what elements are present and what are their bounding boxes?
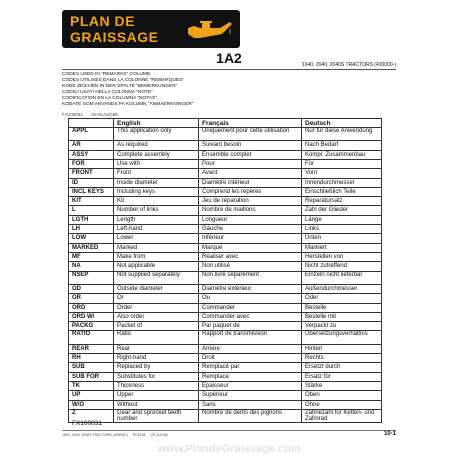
legend-reference: [62, 112, 118, 117]
english-cell: Rear: [114, 344, 199, 353]
german-cell: Nach Bedarf: [302, 141, 382, 150]
german-cell: Rechts: [302, 354, 382, 363]
page-number: 10-1: [383, 431, 396, 437]
french-cell: Nombre de dents des pignons: [199, 409, 302, 422]
code-line: KODATE SOM ANVANDS PA KOLUMN "ANMAERKNINGER": [62, 102, 194, 107]
english-cell: Right-hand: [114, 354, 199, 363]
code-cell: AR: [69, 141, 114, 150]
english-cell: Upper: [114, 391, 199, 400]
table-row: [69, 409, 382, 422]
logo-line-2: GRAISSAGE: [70, 29, 159, 45]
table-row: [69, 197, 382, 206]
table-row: [69, 128, 382, 141]
table-row: [69, 187, 382, 196]
french-cell: Commander avec: [199, 312, 302, 321]
french-cell: Uniquement pour cette utilisation: [199, 128, 302, 141]
table-row: [69, 294, 382, 303]
english-cell: Marked: [114, 243, 199, 252]
code-cell: PACKG: [69, 322, 114, 331]
table-row: [69, 271, 382, 284]
code-cell: FOR: [69, 159, 114, 168]
german-cell: Zahl der Glieder: [302, 206, 382, 215]
french-cell: Non utilisé: [199, 262, 302, 271]
table-row: [69, 234, 382, 243]
german-cell: Unten: [302, 234, 382, 243]
code-cell: NA: [69, 262, 114, 271]
table-row: [69, 159, 382, 168]
table-row: [69, 322, 382, 331]
german-cell: Ohne: [302, 400, 382, 409]
french-cell: Diamètre extérieur: [199, 284, 302, 293]
french-cell: Comprend les repères: [199, 187, 302, 196]
code-cell: OR: [69, 294, 114, 303]
german-cell: Markiert: [302, 243, 382, 252]
code-cell: L: [69, 206, 114, 215]
table-row: [69, 215, 382, 224]
code-cell: RATIO: [69, 331, 114, 344]
french-cell: Arrière: [199, 344, 302, 353]
code-cell: LOW: [69, 234, 114, 243]
french-cell: Rapport de transmission: [199, 331, 302, 344]
french-cell: Réaliser avec: [199, 252, 302, 261]
german-cell: Nicht zutreffend: [302, 262, 382, 271]
german-cell: Kompl. Zusammenbau: [302, 150, 382, 159]
table-body: [69, 128, 382, 423]
french-cell: Suivant besoin: [199, 141, 302, 150]
table-row: [69, 178, 382, 187]
french-cell: Nombre de maillons: [199, 206, 302, 215]
reference-code: FX100031: [62, 112, 83, 117]
table-row: [69, 243, 382, 252]
english-cell: Use with: [114, 159, 199, 168]
code-cell: ASSY: [69, 150, 114, 159]
french-cell: Diamètre intérieur: [199, 178, 302, 187]
oil-can-icon: [180, 16, 234, 44]
english-cell: Ratio: [114, 331, 199, 344]
english-cell: Lower: [114, 234, 199, 243]
french-cell: Commander: [199, 303, 302, 312]
footer-code: PC5134: [132, 433, 146, 437]
code-cell: MF: [69, 252, 114, 261]
french-cell: Epaisseur: [199, 382, 302, 391]
codes-table: [68, 118, 382, 423]
english-cell: Length: [114, 215, 199, 224]
german-cell: Reparatursatz: [302, 197, 382, 206]
german-cell: Zähnezahl für Ketten- und Zahnrad: [302, 409, 382, 422]
code-line: CODES USED IN "REMARKS" COLUMN: [62, 72, 151, 77]
table-row: [69, 206, 382, 215]
english-cell: Outside diameter: [114, 284, 199, 293]
english-cell: Including keys: [114, 187, 199, 196]
code-cell: MARKED: [69, 243, 114, 252]
code-cell: LGTH: [69, 215, 114, 224]
english-cell: As required: [114, 141, 199, 150]
english-cell: Thickness: [114, 382, 199, 391]
code-cell: LH: [69, 225, 114, 234]
code-cell: SUB: [69, 363, 114, 372]
german-cell: Hinten: [302, 344, 382, 353]
english-cell: Order: [114, 303, 199, 312]
french-cell: Avant: [199, 169, 302, 178]
table-row: [69, 382, 382, 391]
table-row: [69, 169, 382, 178]
table-row: [69, 354, 382, 363]
french-cell: Pour: [199, 159, 302, 168]
english-cell: Packet of: [114, 322, 199, 331]
english-cell: Replaced by: [114, 363, 199, 372]
table-row: [69, 312, 382, 321]
english-cell: Without: [114, 400, 199, 409]
french-cell: Supérieur: [199, 391, 302, 400]
code-cell: APPL: [69, 128, 114, 141]
code-cell: KIT: [69, 197, 114, 206]
logo-line-1: PLAN DE: [70, 13, 135, 29]
german-cell: Ersatz für: [302, 372, 382, 381]
section-title: 1A2: [216, 50, 242, 66]
french-cell: Remplacé par: [199, 363, 302, 372]
table-row: [69, 150, 382, 159]
french-cell: Par paquet de: [199, 322, 302, 331]
table-row: [69, 331, 382, 344]
german-cell: Außendurchmesser: [302, 284, 382, 293]
table-row: [69, 344, 382, 353]
english-cell: Inside diameter: [114, 178, 199, 187]
english-cell: Also order: [114, 312, 199, 321]
french-cell: Sans: [199, 400, 302, 409]
table-row: [69, 372, 382, 381]
header-code: [69, 119, 114, 128]
english-cell: Complete assembly: [114, 150, 199, 159]
german-cell: Einzeln nicht lieferbar: [302, 271, 382, 284]
french-cell: Remplace: [199, 372, 302, 381]
english-cell: This application only: [114, 128, 199, 141]
table-row: [69, 400, 382, 409]
code-cell: FRONT: [69, 169, 114, 178]
footer-date: (27-JUL96): [150, 433, 168, 437]
english-cell: Front: [114, 169, 199, 178]
german-cell: Einschließlich Teile: [302, 187, 382, 196]
english-cell: Or: [114, 294, 199, 303]
english-cell: Gear and sprocket teeth number: [114, 409, 199, 422]
plan-de-graissage-logo: [62, 10, 240, 48]
code-cell: TK: [69, 382, 114, 391]
footer-divider: [62, 430, 396, 431]
table-row: [69, 303, 382, 312]
german-cell: Bestelle: [302, 303, 382, 312]
code-cell: W/O: [69, 400, 114, 409]
german-cell: Verpackt zu: [302, 322, 382, 331]
code-cell: NSEP: [69, 271, 114, 284]
footer-models: 1640, 2040, 2040S TRACTORS (430000-): [62, 433, 128, 437]
german-cell: Bestelle mit: [302, 312, 382, 321]
code-cell: RH: [69, 354, 114, 363]
french-cell: Droit: [199, 354, 302, 363]
english-cell: Number of links: [114, 206, 199, 215]
code-cell: SUB FOR: [69, 372, 114, 381]
footer: [62, 433, 168, 437]
german-cell: Stärke: [302, 382, 382, 391]
code-legend: [62, 72, 194, 108]
code-cell: Z: [69, 409, 114, 422]
english-cell: Left-hand: [114, 225, 199, 234]
table-row: [69, 262, 382, 271]
french-cell: Jeu de réparation: [199, 197, 302, 206]
code-cell: INCL KEYS: [69, 187, 114, 196]
english-cell: Substitutes for: [114, 372, 199, 381]
german-cell: Links: [302, 225, 382, 234]
german-cell: Oder: [302, 294, 382, 303]
figure-reference: FX100031: [72, 420, 102, 427]
code-line: CODES UTILISES DANS LA COLONNE "REMARQUES": [62, 78, 185, 83]
english-cell: Kit: [114, 197, 199, 206]
table-header-row: [69, 119, 382, 128]
code-cell: ORD W/: [69, 312, 114, 321]
german-cell: Vorn: [302, 169, 382, 178]
table-row: [69, 391, 382, 400]
header-english: English: [114, 119, 199, 128]
table-row: [69, 363, 382, 372]
german-cell: Übersetzungsverhältnis: [302, 331, 382, 344]
french-cell: Ensemble complet: [199, 150, 302, 159]
english-cell: Not supplied separately: [114, 271, 199, 284]
code-cell: REAR: [69, 344, 114, 353]
reference-date: -20-01AUG96: [90, 112, 118, 117]
german-cell: Herstellen von: [302, 252, 382, 261]
table-row: [69, 284, 382, 293]
french-cell: Ou: [199, 294, 302, 303]
header-german: Deutsch: [302, 119, 382, 128]
german-cell: Nur für diese Anwendung: [302, 128, 382, 141]
table-row: [69, 252, 382, 261]
code-cell: ORD: [69, 303, 114, 312]
table-row: [69, 141, 382, 150]
model-range: 1640, 2040, 2040S TRACTORS (430000-): [301, 62, 396, 68]
code-cell: UP: [69, 391, 114, 400]
german-cell: Länge: [302, 215, 382, 224]
french-cell: Longueur: [199, 215, 302, 224]
german-cell: Für: [302, 159, 382, 168]
german-cell: Innendurchmesser: [302, 178, 382, 187]
header-divider: [62, 69, 396, 70]
code-line: CODICI USATI NELLA COLONNA "NOTE": [62, 90, 154, 95]
french-cell: Non livré séparément: [199, 271, 302, 284]
code-line: KODE-ZEICHEN IN DER SPALTE "BEMERKUNGEN": [62, 84, 178, 89]
german-cell: Oben: [302, 391, 382, 400]
header-french: Français: [199, 119, 302, 128]
french-cell: Gauche: [199, 225, 302, 234]
french-cell: Marqué: [199, 243, 302, 252]
english-cell: Not applicable: [114, 262, 199, 271]
german-cell: Ersetzt durch: [302, 363, 382, 372]
table-row: [69, 225, 382, 234]
code-line: CODIFICATION EN LA COLUMNA "NOTAS": [62, 96, 157, 101]
code-cell: OD: [69, 284, 114, 293]
watermark: www.PlandeGraissage.com: [157, 443, 301, 455]
english-cell: Make from: [114, 252, 199, 261]
french-cell: Inférieur: [199, 234, 302, 243]
code-cell: ID: [69, 178, 114, 187]
